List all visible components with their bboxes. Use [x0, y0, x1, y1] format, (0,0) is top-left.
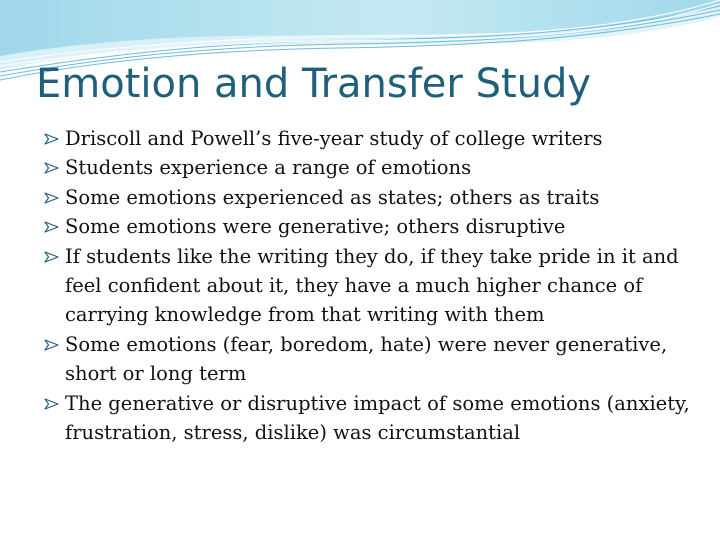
- bullet-item: [44, 212, 694, 241]
- arrow-bullet-icon: [44, 398, 59, 410]
- arrow-bullet-icon: [44, 133, 59, 145]
- arrow-bullet-icon: [44, 162, 59, 174]
- bullet-text: Some emotions (fear, boredom, hate) were never generative, short or long term: [65, 332, 668, 386]
- bullet-text: Some emotions experienced as states; others as traits: [65, 185, 600, 209]
- arrow-bullet-icon: [44, 221, 59, 233]
- bullet-text: Some emotions were generative; others disruptive: [65, 215, 566, 239]
- bullet-item: [44, 330, 694, 389]
- slide-title: Emotion and Transfer Study: [36, 61, 592, 107]
- bullet-text: If students like the writing they do, if they take pride in it and feel confident about it, they have a much higher chance of carrying knowledge from that writing with them: [65, 244, 679, 327]
- bullet-text: Driscoll and Powell’s five-year study of college writers: [65, 127, 603, 150]
- bullet-item: [44, 153, 694, 182]
- bullet-item: [44, 242, 694, 330]
- bullet-list: [44, 124, 694, 447]
- bullet-text: The generative or disruptive impact of some emotions (anxiety, frustration, stress, dislike) was circumstantial: [65, 391, 690, 445]
- bullet-text: Students experience a range of emotions: [65, 156, 472, 180]
- arrow-bullet-icon: [44, 251, 59, 263]
- bullet-item: [44, 124, 694, 153]
- bullet-item: [44, 389, 694, 448]
- arrow-bullet-icon: [44, 192, 59, 204]
- arrow-bullet-icon: [44, 339, 59, 351]
- bullet-item: [44, 183, 694, 212]
